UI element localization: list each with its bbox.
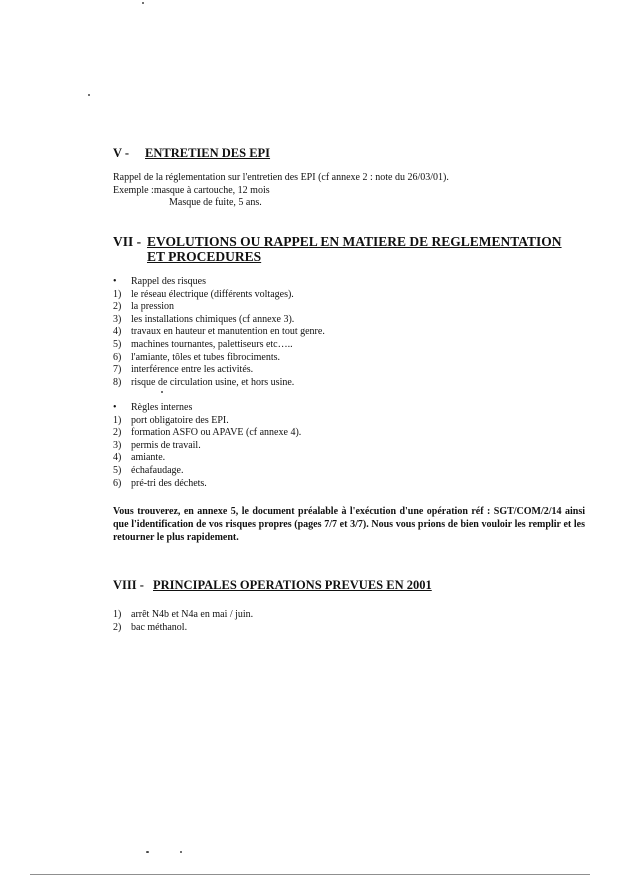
internal-rule-item: [113, 415, 583, 428]
list-item-text: risque de circulation usine, et hors usine.: [131, 376, 295, 388]
internal-rule-item: [113, 465, 583, 478]
closing-paragraph: Vous trouverez, en annexe 5, le document préalable à l'exécution d'une opération réf : SGT/COM/2/14 ainsi que l'identification de vos risques propres (pages 7/7 et 3/7). Nous vous prions de bien vouloir les remplir et les retourner le plus rapidement.: [113, 506, 585, 543]
operation-item: [113, 609, 583, 622]
list-item-text: pré-tri des déchets.: [131, 477, 207, 489]
scan-speck: [88, 94, 90, 96]
list-item-text: travaux en hauteur et manutention en tout genre.: [131, 326, 325, 338]
list-item-number: 1): [113, 414, 122, 426]
list-item-text: permis de travail.: [131, 439, 201, 451]
list-item-number: 2): [113, 427, 122, 439]
list-item-number: 6): [113, 351, 122, 363]
list-item-text: port obligatoire des EPI.: [131, 414, 229, 426]
list-item-number: 4): [113, 452, 122, 464]
list-item-number: 2): [113, 621, 122, 633]
scan-speck: [146, 851, 149, 853]
risk-item: [113, 339, 583, 352]
scan-speck: [142, 2, 144, 4]
list-item-text: le réseau électrique (différents voltages).: [131, 288, 294, 300]
risks-group: [113, 276, 583, 389]
section-8-title: PRINCIPALES OPERATIONS PREVUES EN 2001: [153, 578, 432, 592]
internal-rules-heading-text: Règles internes: [131, 402, 193, 413]
section-5-title: ENTRETIEN DES EPI: [145, 146, 271, 160]
list-item-text: la pression: [131, 301, 175, 313]
internal-rule-item: [113, 478, 583, 491]
section-8-heading: [113, 578, 583, 593]
list-item-number: 5): [113, 338, 122, 350]
list-item-number: 6): [113, 477, 122, 489]
section-5-body: [113, 172, 583, 210]
section-5-line: Exemple :masque à cartouche, 12 mois: [113, 184, 270, 196]
risk-item: [113, 289, 583, 302]
risk-item: [113, 314, 583, 327]
internal-rules-list: [113, 415, 583, 491]
list-item-text: échafaudage.: [131, 464, 184, 476]
list-item-number: 3): [113, 439, 122, 451]
list-item-text: amiante.: [131, 452, 166, 464]
list-item-number: 4): [113, 326, 122, 338]
scan-speck: [180, 851, 182, 853]
section-5-indented-line: Masque de fuite, 5 ans.: [169, 197, 262, 208]
internal-rule-item: [113, 427, 583, 440]
risks-heading-text: Rappel des risques: [131, 276, 206, 287]
operation-item: [113, 622, 583, 635]
bullet-icon: •: [113, 402, 117, 413]
list-item-text: les installations chimiques (cf annexe 3).: [131, 313, 295, 325]
risks-group-heading: [113, 276, 583, 289]
list-item-number: 8): [113, 376, 122, 388]
list-item-number: 3): [113, 313, 122, 325]
list-item-text: formation ASFO ou APAVE (cf annexe 4).: [131, 427, 302, 439]
list-item-number: 7): [113, 364, 122, 376]
list-item-number: 1): [113, 609, 122, 620]
list-item-number: 1): [113, 288, 122, 300]
internal-rule-item: [113, 440, 583, 453]
bullet-icon: •: [113, 276, 117, 287]
section-7-number: VII -: [113, 234, 142, 249]
list-item-text: l'amiante, tôles et tubes fibrociments.: [131, 351, 280, 363]
list-item-text: arrêt N4b et N4a en mai / juin.: [131, 609, 254, 620]
section-5-line: Rappel de la réglementation sur l'entretien des EPI (cf annexe 2 : note du 26/03/01).: [113, 172, 449, 183]
scan-edge-line: [30, 874, 590, 875]
risk-item: [113, 377, 583, 390]
list-item-number: 5): [113, 464, 122, 476]
risk-item: [113, 352, 583, 365]
list-item-text: bac méthanol.: [131, 621, 188, 633]
internal-rules-heading: [113, 402, 583, 415]
risks-list: [113, 289, 583, 390]
risk-item: [113, 301, 583, 314]
section-7-title-line2: ET PROCEDURES: [147, 249, 262, 264]
scan-speck: [161, 391, 163, 393]
risk-item: [113, 364, 583, 377]
section-7-title-line1: EVOLUTIONS OU RAPPEL EN MATIERE DE REGLEMENTATION: [147, 234, 562, 249]
risk-item: [113, 326, 583, 339]
section-5-heading: [113, 146, 583, 161]
section-8-number: VIII -: [113, 578, 144, 592]
internal-rule-item: [113, 452, 583, 465]
internal-rules-group: [113, 402, 583, 490]
list-item-number: 2): [113, 301, 122, 313]
list-item-text: interférence entre les activités.: [131, 364, 254, 376]
operations-list: [113, 609, 583, 634]
list-item-text: machines tournantes, palettiseurs etc…..: [131, 338, 293, 350]
section-5-number: V -: [113, 146, 130, 160]
section-7-heading: [113, 234, 583, 264]
